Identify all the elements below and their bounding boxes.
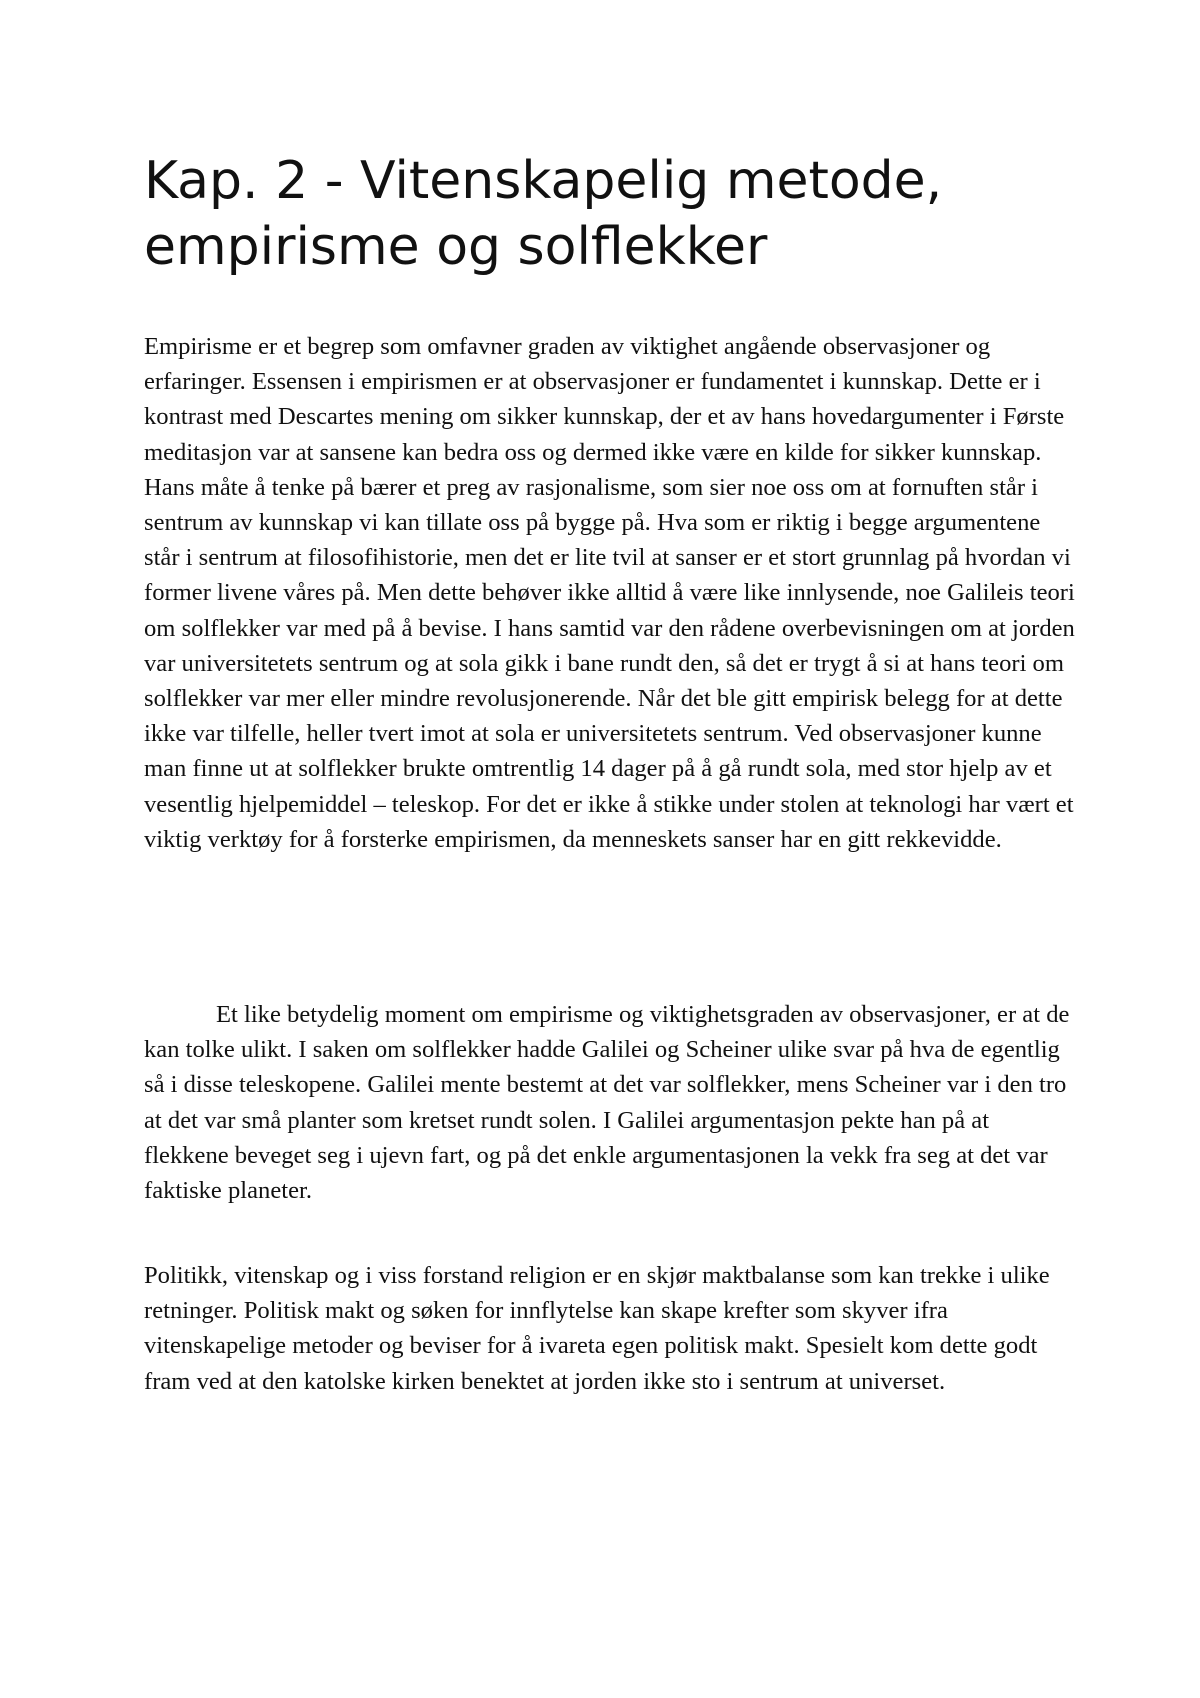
- paragraph-empirisme: Empirisme er et begrep som omfavner graden av viktighet angående observasjoner og erfaringer. Essensen i empirismen er at observasjoner er fundamentet i kunnskap. Dette er i kontrast med Descartes mening om sikker kunnskap, der et av hans hovedargumenter i Første meditasjon var at sansene kan bedra oss og dermed ikke være en kilde for sikker kunnskap. Hans måte å tenke på bærer et preg av rasjonalisme, som sier noe oss om at fornuften står i sentrum av kunnskap vi kan tillate oss på bygge på. Hva som er riktig i begge argumentene står i sentrum at filosofihistorie, men det er lite tvil at sanser er et stort grunnlag på hvordan vi former livene våres på. Men dette behøver ikke alltid å være like innlysende, noe Galileis teori om solflekker var med på å bevise. I hans samtid var den rådene overbevisningen om at jorden var universitetets sentrum og at sola gikk i bane rundt den, så det er trygt å si at hans teori om solflekker var mer eller mindre revolusjonerende. Når det ble gitt empirisk belegg for at dette ikke var tilfelle, heller tvert imot at sola er universitetets sentrum. Ved observasjoner kunne man finne ut at solflekker brukte omtrentlig 14 dager på å gå rundt sola, med stor hjelp av et vesentlig hjelpemiddel – teleskop. For det er ikke å stikke under stolen at teknologi har vært et viktig verktøy for å forsterke empirismen, da menneskets sanser har en gitt rekkevidde.: [144, 333, 1075, 853]
- paragraph-observasjoner: Et like betydelig moment om empirisme og viktighetsgraden av observasjoner, er at de kan tolke ulikt. I saken om solflekker hadde Galilei og Scheiner ulike svar på hva de egentlig så i disse teleskopene. Galilei mente bestemt at det var solflekker, mens Scheiner var i den tro at det var små planter som kretset rundt solen. I Galilei argumentasjon pekte han på at flekkene beveget seg i ujevn fart, og på det enkle argumentasjonen la vekk fra seg at det var faktiske planeter.: [144, 1001, 1070, 1205]
- paragraph-politikk: Politikk, vitenskap og i viss forstand religion er en skjør maktbalanse som kan trekke i ulike retninger. Politisk makt og søken for innflytelse kan skape krefter som skyver ifra vitenskapelige metoder og beviser for å ivareta egen politisk makt. Spesielt kom dette godt fram ved at den katolske kirken benektet at jorden ikke sto i sentrum at universet.: [144, 1262, 1050, 1395]
- page-title: Kap. 2 - Vitenskapelig metode, empirisme og solflekker: [144, 151, 943, 277]
